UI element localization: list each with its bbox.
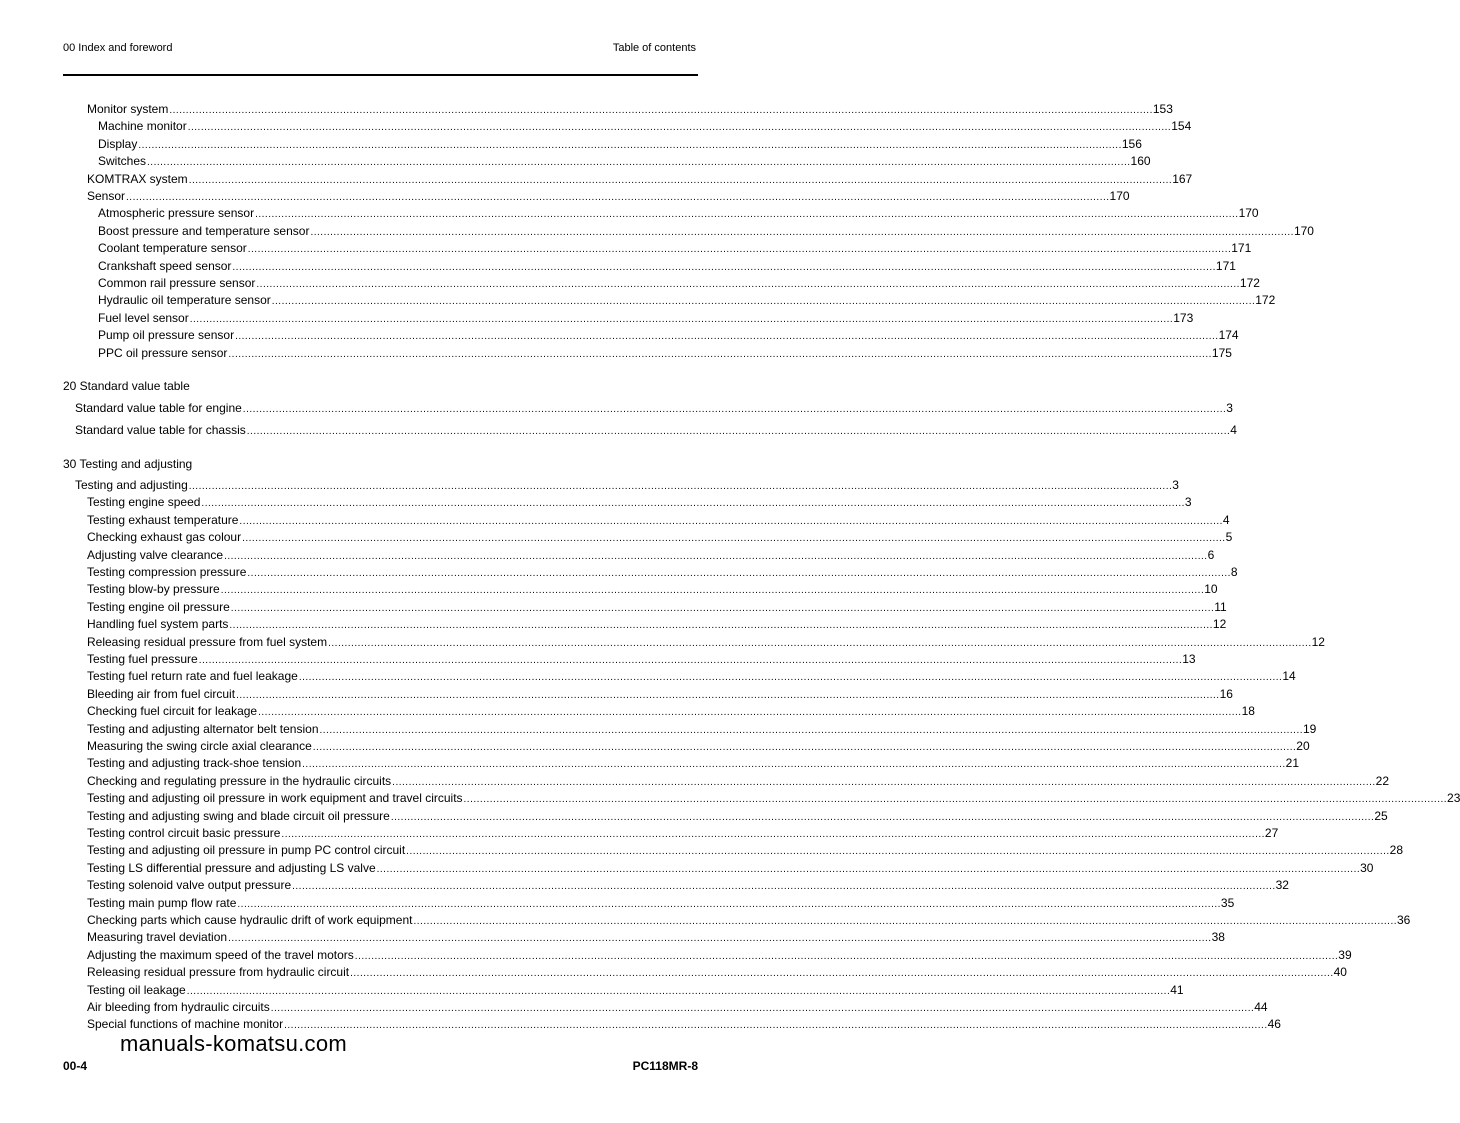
entry-title: Air bleeding from hydraulic circuits [87,1000,270,1014]
entry-title: Checking and regulating pressure in the hydraulic circuits [87,773,392,788]
toc-entry[interactable] [0,842,1404,858]
page-number: 00-4 [63,1059,88,1073]
entry-page: 3 [1184,495,1192,510]
toc-entry[interactable] [0,964,1347,980]
toc-entry[interactable] [0,223,1314,239]
entry-page: 30 [1360,860,1374,875]
entry-title: Testing engine speed [87,495,201,510]
entry-title: Standard value table for chassis [75,423,246,437]
toc-entry[interactable] [0,292,1276,308]
dot-leader: ............................................................................................................................................................................................................................................................................................................ [390,811,1375,823]
toc-entry[interactable] [0,1016,1281,1032]
entry-title: Testing fuel return rate and fuel leakage [87,669,298,684]
entry-title: Releasing residual pressure from fuel system [87,634,328,649]
toc-entry[interactable] [0,825,1279,841]
dot-leader: ............................................................................................................................................................................................................................................................................................................ [228,348,1212,360]
toc-entry[interactable] [0,477,1179,493]
dot-leader: ............................................................................................................................................................................................................................................................................................................ [319,724,1303,736]
entry-page: 12 [1212,617,1227,632]
dot-leader: ............................................................................................................................................................................................................................................................................................................ [201,498,1185,510]
entry-page: 19 [1303,721,1317,736]
entry-title: Standard value table for engine [75,401,242,415]
entry-page: 39 [1338,947,1352,962]
dot-leader: ............................................................................................................................................................................................................................................................................................................ [302,759,1286,771]
toc-entry[interactable] [0,947,1352,963]
entry-page: 154 [1171,119,1192,134]
toc-entry[interactable] [0,668,1296,684]
entry-title: Testing engine oil pressure [87,599,230,614]
toc-entry[interactable] [0,929,1225,945]
entry-title: Measuring the swing circle axial clearance [87,739,312,753]
entry-page: 40 [1333,965,1347,980]
toc-entry[interactable] [0,512,1230,528]
toc-entry[interactable] [0,258,1236,274]
toc-entry[interactable] [0,773,1390,789]
entry-page: 16 [1219,686,1233,701]
toc-entry[interactable] [0,188,1130,204]
entry-page: 46 [1267,1017,1281,1032]
section-heading: 30 Testing and adjusting [63,457,193,471]
entry-title: Atmospheric pressure sensor [98,206,255,221]
toc-entry[interactable] [0,529,1233,545]
entry-title: Testing exhaust temperature [87,512,239,527]
entry-title: Checking exhaust gas colour [87,530,242,545]
toc-entry[interactable] [0,136,1142,152]
dot-leader: ............................................................................................................................................................................................................................................................................................................ [224,550,1208,562]
toc-entry[interactable] [0,422,1237,438]
entry-title: Sensor [87,189,126,203]
dot-leader: ............................................................................................................................................................................................................................................................................................................ [406,846,1390,858]
entry-page: 20 [1296,739,1310,753]
entry-title: Testing blow-by pressure [87,582,220,597]
toc-entry[interactable] [0,171,1193,187]
dot-leader: ............................................................................................................................................................................................................................................................................................................ [186,985,1171,997]
toc-entry[interactable] [0,205,1259,221]
entry-page: 23 [1447,791,1460,806]
entry-title: Measuring travel deviation [87,930,228,945]
entry-page: 38 [1211,930,1225,945]
entry-title: Testing and adjusting alternator belt tension [87,721,319,736]
entry-page: 27 [1264,826,1279,840]
entry-title: Coolant temperature sensor [98,241,247,256]
toc-entry[interactable] [0,999,1268,1015]
entry-page: 172 [1239,276,1260,290]
entry-page: 18 [1241,704,1255,719]
dot-leader: ............................................................................................................................................................................................................................................................................................................ [354,950,1339,962]
entry-page: 156 [1121,136,1142,151]
dot-leader: ............................................................................................................................................................................................................................................................................................................ [232,261,1216,273]
toc-entry[interactable] [0,494,1192,510]
entry-page: 171 [1231,241,1252,256]
dot-leader: ............................................................................................................................................................................................................................................................................................................ [310,226,1294,238]
toc-entry[interactable] [0,686,1233,702]
toc-entry[interactable] [0,101,1173,117]
entry-page: 4 [1230,423,1237,437]
dot-leader: ............................................................................................................................................................................................................................................................................................................ [126,192,1110,203]
toc-entry[interactable] [0,651,1196,667]
entry-title: Testing control circuit basic pressure [87,826,281,840]
toc-entry[interactable] [0,808,1388,824]
entry-title: Special functions of machine monitor [87,1017,284,1032]
entry-page: 6 [1207,547,1215,562]
entry-page: 13 [1182,652,1196,666]
entry-page: 25 [1374,808,1388,823]
entry-page: 32 [1275,878,1289,893]
toc-entry[interactable] [0,895,1235,911]
entry-page: 21 [1285,756,1299,771]
toc-entry[interactable] [0,599,1227,615]
entry-title: Fuel level sensor [98,310,189,325]
toc-entry[interactable] [0,153,1151,169]
entry-title: Bleeding air from fuel circuit [87,686,236,701]
toc-entry[interactable] [0,634,1325,650]
entry-page: 22 [1375,773,1390,788]
entry-page: 36 [1397,913,1411,927]
dot-leader: ............................................................................................................................................................................................................................................................................................................ [247,568,1231,579]
toc-entry[interactable] [0,345,1232,361]
entry-page: 167 [1172,171,1193,186]
dot-leader: ............................................................................................................................................................................................................................................................................................................ [237,898,1221,910]
toc-entry[interactable] [0,327,1239,343]
toc-entry[interactable] [0,310,1194,326]
entry-title: Display [98,136,138,151]
toc-entry[interactable] [0,703,1255,719]
dot-leader: ............................................................................................................................................................................................................................................................................................................ [281,829,1265,840]
dot-leader: ............................................................................................................................................................................................................................................................................................................ [228,933,1212,945]
dot-leader: ............................................................................................................................................................................................................................................................................................................ [189,313,1174,325]
section-heading: 20 Standard value table [63,379,190,393]
entry-title: KOMTRAX system [87,171,188,186]
dot-leader: ............................................................................................................................................................................................................................................................................................................ [463,794,1448,806]
dot-leader: ............................................................................................................................................................................................................................................................................................................ [235,331,1219,343]
dot-leader: ............................................................................................................................................................................................................................................................................................................ [350,968,1334,980]
entry-page: 11 [1214,599,1227,614]
toc-entry[interactable] [0,912,1411,928]
entry-title: Releasing residual pressure from hydraulic circuit [87,965,350,980]
dot-leader: ............................................................................................................................................................................................................................................................................................................ [236,689,1220,701]
toc-entry[interactable] [0,240,1252,256]
dot-leader: ............................................................................................................................................................................................................................................................................................................ [258,707,1242,719]
dot-leader: ............................................................................................................................................................................................................................................................................................................ [147,157,1131,169]
toc-entry[interactable] [0,860,1374,876]
entry-title: Testing and adjusting track-shoe tension [87,756,302,771]
toc-entry[interactable] [0,564,1238,580]
dot-leader: ............................................................................................................................................................................................................................................................................................................ [247,244,1232,256]
dot-leader: ............................................................................................................................................................................................................................................................................................................ [187,122,1172,134]
entry-title: Testing solenoid valve output pressure [87,878,292,893]
dot-leader: ............................................................................................................................................................................................................................................................................................................ [256,279,1240,290]
entry-page: 12 [1311,634,1325,649]
toc-entry[interactable] [0,790,1460,806]
dot-leader: ............................................................................................................................................................................................................................................................................................................ [284,1020,1268,1032]
entry-page: 10 [1204,582,1218,597]
toc-entry[interactable] [0,581,1218,597]
entry-page: 44 [1254,1000,1268,1014]
dot-leader: ............................................................................................................................................................................................................................................................................................................ [188,174,1173,186]
dot-leader: ............................................................................................................................................................................................................................................................................................................ [242,533,1226,545]
dot-leader: ............................................................................................................................................................................................................................................................................................................ [198,655,1183,666]
toc-entry[interactable] [0,616,1227,632]
entry-title: Adjusting the maximum speed of the travel motors [87,947,354,962]
header-chapter: 00 Index and foreword [63,42,173,54]
dot-leader: ............................................................................................................................................................................................................................................................................................................ [229,620,1213,632]
entry-title: Machine monitor [98,119,187,134]
entry-title: Boost pressure and temperature sensor [98,223,310,238]
entry-title: Testing and adjusting [75,478,188,492]
dot-leader: ............................................................................................................................................................................................................................................................................................................ [220,585,1205,597]
toc-entry[interactable] [0,547,1215,563]
entry-title: Crankshaft speed sensor [98,258,232,273]
dot-leader: ............................................................................................................................................................................................................................................................................................................ [230,602,1215,614]
dot-leader: ............................................................................................................................................................................................................................................................................................................ [246,426,1231,437]
dot-leader: ............................................................................................................................................................................................................................................................................................................ [312,742,1297,753]
toc-entry[interactable] [0,755,1299,771]
entry-page: 170 [1238,206,1259,221]
entry-page: 3 [1172,478,1179,492]
entry-page: 4 [1222,512,1230,527]
entry-page: 3 [1226,401,1233,415]
entry-title: Testing compression pressure [87,565,247,579]
dot-leader: ............................................................................................................................................................................................................................................................................................................ [169,105,1153,116]
entry-page: 8 [1230,565,1238,579]
header-title: Table of contents [612,42,696,54]
dot-leader: ............................................................................................................................................................................................................................................................................................................ [270,1003,1255,1014]
entry-page: 171 [1215,258,1236,273]
entry-title: Testing main pump flow rate [87,895,237,910]
entry-page: 174 [1218,328,1239,343]
entry-page: 170 [1109,189,1130,203]
entry-title: Hydraulic oil temperature sensor [98,293,271,308]
entry-title: Testing and adjusting swing and blade circuit oil pressure [87,808,390,823]
toc-entry[interactable] [0,877,1289,893]
watermark: manuals-komatsu.com [120,1031,347,1056]
dot-leader: ............................................................................................................................................................................................................................................................................................................ [188,481,1173,492]
dot-leader: ............................................................................................................................................................................................................................................................................................................ [242,404,1227,415]
toc-entry[interactable] [0,400,1233,416]
entry-page: 160 [1130,154,1151,169]
entry-title: Handling fuel system parts [87,617,229,632]
dot-leader: ............................................................................................................................................................................................................................................................................................................ [328,637,1312,649]
entry-title: Testing and adjusting oil pressure in work equipment and travel circuits [87,791,463,806]
entry-title: Checking parts which cause hydraulic drift of work equipment [87,913,413,927]
entry-page: 5 [1225,530,1233,545]
entry-title: Common rail pressure sensor [98,276,256,290]
entry-page: 170 [1293,223,1314,238]
model-number: PC118MR-8 [632,1059,698,1073]
toc-entry[interactable] [0,738,1310,754]
dot-leader: ............................................................................................................................................................................................................................................................................................................ [255,209,1239,221]
entry-page: 173 [1173,310,1194,325]
dot-leader: ............................................................................................................................................................................................................................................................................................................ [298,672,1283,684]
dot-leader: ............................................................................................................................................................................................................................................................................................................ [271,296,1256,308]
toc-entry[interactable] [0,275,1260,291]
entry-title: Testing LS differential pressure and adjusting LS valve [87,860,376,875]
dot-leader: ............................................................................................................................................................................................................................................................................................................ [392,776,1376,788]
entry-title: Adjusting valve clearance [87,547,224,562]
dot-leader: ............................................................................................................................................................................................................................................................................................................ [138,139,1122,151]
entry-title: Testing fuel pressure [87,652,198,666]
entry-title: Monitor system [87,102,169,116]
entry-page: 153 [1152,102,1173,116]
dot-leader: ............................................................................................................................................................................................................................................................................................................ [292,881,1276,893]
dot-leader: ............................................................................................................................................................................................................................................................................................................ [413,916,1397,927]
toc-entry[interactable] [0,721,1317,737]
toc-entry[interactable] [0,118,1192,134]
toc-entry[interactable] [0,982,1184,998]
entry-page: 41 [1170,982,1184,997]
entry-title: Testing oil leakage [87,982,186,997]
entry-title: Pump oil pressure sensor [98,328,235,343]
entry-page: 35 [1220,895,1235,910]
entry-title: PPC oil pressure sensor [98,345,228,360]
entry-page: 172 [1255,293,1276,308]
dot-leader: ............................................................................................................................................................................................................................................................................................................ [239,515,1223,527]
entry-page: 14 [1282,669,1296,684]
entry-page: 28 [1389,843,1404,858]
entry-page: 175 [1211,345,1232,360]
entry-title: Checking fuel circuit for leakage [87,704,258,719]
dot-leader: ............................................................................................................................................................................................................................................................................................................ [376,863,1361,875]
entry-title: Testing and adjusting oil pressure in pump PC control circuit [87,843,406,858]
entry-title: Switches [98,154,147,169]
header-rule [63,74,698,76]
